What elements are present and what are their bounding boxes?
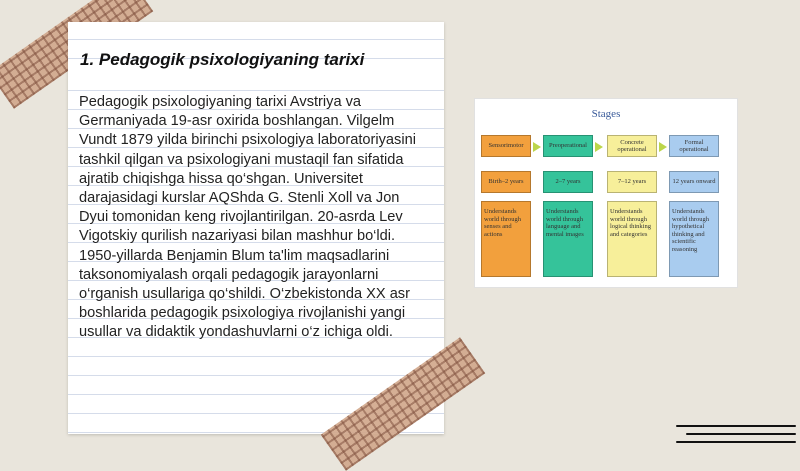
decorative-line: [676, 425, 796, 427]
stage-name: Formal operational: [669, 135, 719, 157]
stage-description: Understands world through senses and actions: [481, 201, 531, 277]
stage-age: 12 years onward: [669, 171, 719, 193]
stage-name: Sensorimotor: [481, 135, 531, 157]
stage-arrow-icon: [595, 142, 603, 152]
decorative-line: [686, 433, 796, 435]
slide-body-text: Pedagogik psixologiyaning tarixi Avstriya va Germaniyada 19-asr oxirida boshlangan. Vilgelm Vundt 1879 yilda birinchi psixologiya laboratoriyasini tashkil qilgan va psixologiyani mustaqil fan sifatida ajratib chiqishga hissa qo‘shgan. Universitet darajasidagi kurslar AQShda G. Stenli Xoll va Jon Dyui tomonidan keng rivojlantirilgan. 20-asrda Lev Vigotskiy qurilish nazariyasi bilan mashhur bo‘ldi. 1950-yillarda Benjamin Blum ta'lim maqsadlarini taksonomiyalash orqali pedagogik jarayonlarni o‘rganish usullariga qo‘shildi. O‘zbekistonda XX asr boshlarida pedagogik psixologiya rivojlanishi yangi usullar va didaktik yondashuvlarni o‘z ichiga oldi.: [79, 94, 416, 341]
figure-title: Stages: [591, 108, 621, 120]
stages-figure: [474, 98, 738, 288]
stage-arrow-icon: [533, 142, 541, 152]
stage-description: Understands world through language and mental images: [543, 201, 593, 277]
stage-name: Preoperational: [543, 135, 593, 157]
stage-arrow-icon: [659, 142, 667, 152]
stage-description: Understands world through hypothetical thinking and scientific reasoning: [669, 201, 719, 277]
stage-description: Understands world through logical thinking and categories: [607, 201, 657, 277]
stage-age: Birth–2 years: [481, 171, 531, 193]
slide-title: 1. Pedagogik psixologiyaning tarixi: [80, 50, 365, 69]
decorative-line: [676, 441, 796, 443]
stage-name: Concrete operational: [607, 135, 657, 157]
stage-age: 2–7 years: [543, 171, 593, 193]
stage-age: 7–12 years: [607, 171, 657, 193]
